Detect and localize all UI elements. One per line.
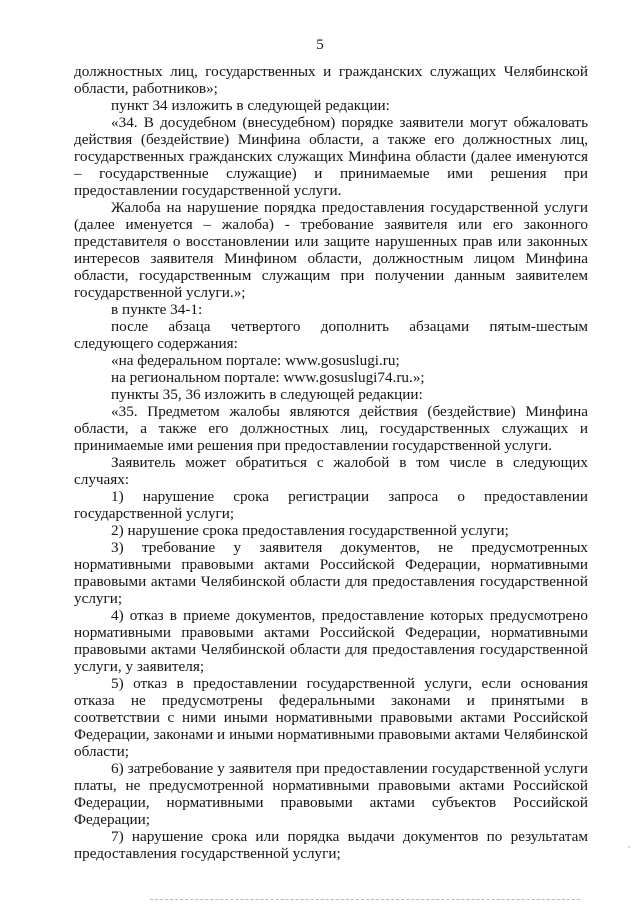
scan-artifact (628, 846, 630, 848)
list-item: 5) отказ в предоставлении государственной услуги, если основания отказа не предусмотрены федеральными законами и принятыми в соответствии с ними иными нормативными правовыми актами Российской Федерации, законами и иными нормативными правовыми актами Челябинской области; (74, 675, 588, 760)
page-number: 5 (316, 37, 324, 53)
list-item: 6) затребование у заявителя при предоставлении государственной услуги платы, не предусмотренной нормативными правовыми актами Российской Федерации, нормативными правовыми актами субъектов Российской Федерации; (74, 760, 588, 828)
paragraph: пункты 35, 36 изложить в следующей редакции: (111, 386, 423, 403)
paragraph: Жалоба на нарушение порядка предоставления государственной услуги (далее именуется – жалоба) - требование заявителя или его законного представителя о восстановлении или защите нарушенных прав или законных интересов заявителя Минфином области, должностным лицом Минфина области, государственным служащим при получении данным заявителем государственной услуги.»; (74, 199, 588, 301)
list-item: 4) отказ в приеме документов, предоставление которых предусмотрено нормативными правовыми актами Российской Федерации, нормативными правовыми актами Челябинской области для предоставления государственной услуги, у заявителя; (74, 607, 588, 675)
list-item: 3) требование у заявителя документов, не предусмотренных нормативными правовыми актами Российской Федерации, нормативными правовыми актами Челябинской области для предоставления государственной услуги; (74, 539, 588, 607)
scan-artifact (150, 899, 580, 900)
paragraph: пункт 34 изложить в следующей редакции: (111, 97, 390, 114)
paragraph: на региональном портале: www.gosuslugi74.ru.»; (111, 369, 425, 386)
paragraph: «34. В досудебном (внесудебном) порядке заявители могут обжаловать действия (бездействие) Минфина области, а также его должностных лиц, государственных гражданских служащих Минфина области (далее именуются – государственные служащие) и принимаемые ими решения при предоставлении государственной услуги. (74, 114, 588, 199)
list-item: 2) нарушение срока предоставления государственной услуги; (111, 522, 509, 539)
list-item: 1) нарушение срока регистрации запроса о предоставлении государственной услуги; (74, 488, 588, 522)
list-item: 7) нарушение срока или порядка выдачи документов по результатам предоставления государственной услуги; (74, 828, 588, 862)
paragraph: после абзаца четвертого дополнить абзацами пятым-шестым следующего содержания: (74, 318, 588, 352)
paragraph: Заявитель может обратиться с жалобой в том числе в следующих случаях: (74, 454, 588, 488)
paragraph: «35. Предметом жалобы являются действия (бездействие) Минфина области, а также его должностных лиц, государственных служащих и принимаемые ими решения при предоставлении государственной услуги. (74, 403, 588, 454)
paragraph: в пункте 34-1: (111, 301, 203, 318)
paragraph: должностных лиц, государственных и гражданских служащих Челябинской области, работников»; (74, 63, 588, 97)
document-body (74, 63, 588, 862)
paragraph: «на федеральном портале: www.gosuslugi.ru; (111, 352, 400, 369)
